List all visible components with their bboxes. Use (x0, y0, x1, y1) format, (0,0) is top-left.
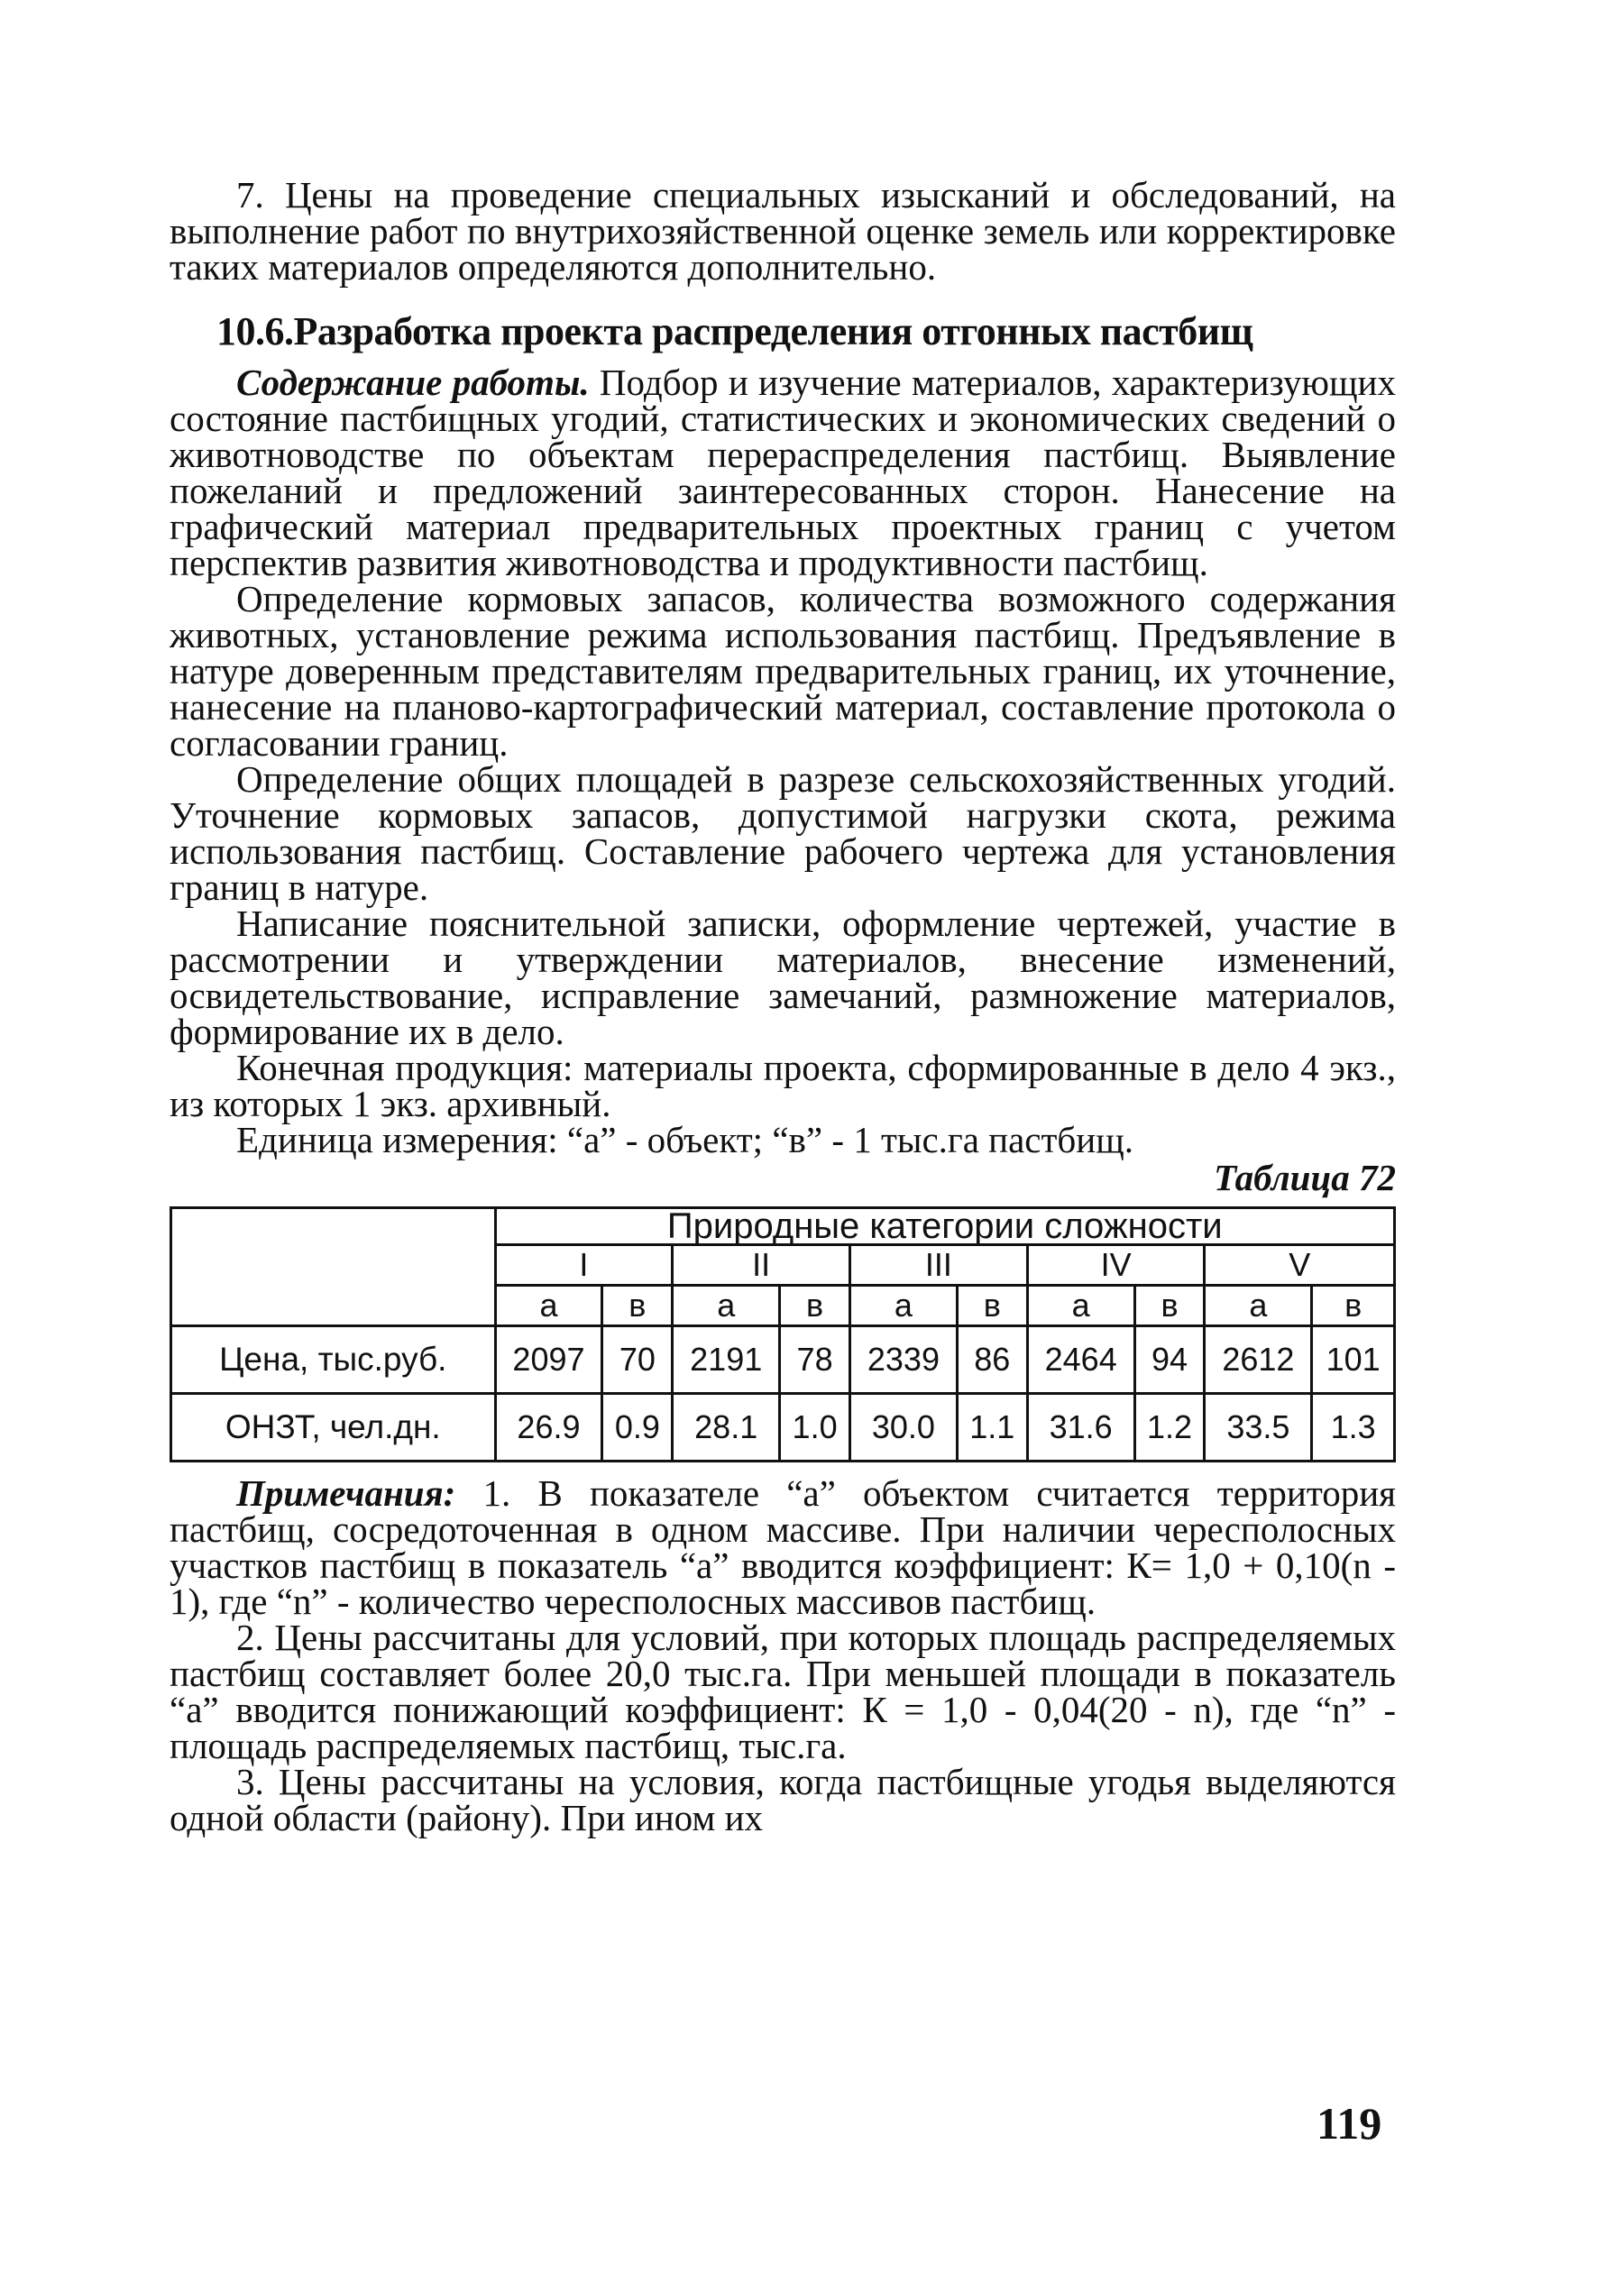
table-cell: 70 (602, 1326, 673, 1394)
table-row-price (171, 1326, 1395, 1394)
table-cell: 30.0 (850, 1394, 958, 1462)
table-cell: 2191 (673, 1326, 780, 1394)
paragraph-4: Написание пояснительной записки, оформление чертежей, участие в рассмотрении и утверждении материалов, внесение изменений, освидетельствование, исправление замечаний, размножение материалов, формирование их в дело. (170, 903, 1396, 1052)
category-header: Природные категории сложности (495, 1208, 1394, 1245)
page-body (170, 174, 1397, 1838)
table-cell: 1.1 (957, 1394, 1027, 1462)
table-cell: 31.6 (1027, 1394, 1134, 1462)
subheader: в (1312, 1286, 1395, 1326)
subheader: в (1134, 1286, 1205, 1326)
section-heading: 10.6.Разработка проекта распределения отгонных пастбищ (216, 309, 1253, 353)
paragraph-2: Определение кормовых запасов, количества возможного содержания животных, установление режима использования пастбищ. Предъявление в натуре доверенным представителям предварительных границ, их уточнение, нанесение на планово-картографический материал, составление протокола о согласовании границ. (170, 578, 1396, 764)
note-1 (170, 1472, 1397, 1622)
paragraph-3: Определение общих площадей в разрезе сельскохозяйственных угодий. Уточнение кормовых запасов, допустимой нагрузки скота, режима использования пастбищ. Составление рабочего чертежа для установления границ в натуре. (170, 758, 1396, 908)
table-cell: 1.0 (780, 1394, 850, 1462)
category-IV: IV (1027, 1245, 1205, 1286)
final-product-paragraph: Конечная продукция: материалы проекта, сформированные в дело 4 экз., из которых 1 экз. архивный. (170, 1047, 1396, 1124)
note-3: 3. Цены рассчитаны на условия, когда пастбищные угодья выделяются одной области (району). При ином их (170, 1761, 1396, 1838)
category-III: III (850, 1245, 1028, 1286)
table-cell: 78 (780, 1326, 850, 1394)
row-label-price: Цена, тыс.руб. (171, 1326, 496, 1394)
table-cell: 2097 (495, 1326, 602, 1394)
intro-paragraph: 7. Цены на проведение специальных изысканий и обследований, на выполнение работ по внутрихозяйственной оценке земель или корректировке таких материалов определяются дополнительно. (170, 174, 1396, 288)
table-cell: 1.3 (1312, 1394, 1395, 1462)
category-V: V (1205, 1245, 1395, 1286)
note-2: 2. Цены рассчитаны для условий, при которых площадь распределяемых пастбищ составляет более 20,0 тыс.га. При меньшей площади в показатель “а” вводится понижающий коэффициент: К = 1,0 - 0,04(20 - n), где “n” - площадь распределяемых пастбищ, тыс.га. (170, 1617, 1396, 1766)
category-I: I (495, 1245, 673, 1286)
table-row-labor (171, 1394, 1395, 1462)
table-cell: 101 (1312, 1326, 1395, 1394)
subheader: а (673, 1286, 780, 1326)
table-cell: 86 (957, 1326, 1027, 1394)
paragraph-1-text: Подбор и изучение материалов, характеризующих состояние пастбищных угодий, статистических и экономических сведений о животноводстве по объектам перераспределения пастбищ. Выявление пожеланий и предложений заинтересованных сторон. Нанесение на графический материал предварительных проектных границ с учетом перспектив развития животноводства и продуктивности пастбищ. (170, 362, 1396, 583)
table-cell: 2464 (1027, 1326, 1134, 1394)
category-II: II (673, 1245, 850, 1286)
table-corner-cell (171, 1208, 496, 1326)
table-label: Таблица 72 (1214, 1157, 1396, 1198)
work-content-label: Содержание работы. (236, 362, 590, 403)
subheader: а (1027, 1286, 1134, 1326)
row-label-labor: ОНЗТ, чел.дн. (171, 1394, 496, 1462)
table-cell: 94 (1134, 1326, 1205, 1394)
notes-label: Примечания: (236, 1472, 456, 1514)
table-cell: 28.1 (673, 1394, 780, 1462)
page-number: 119 (1317, 2098, 1382, 2149)
note-1-text: 1. В показателе “а” объектом считается территория пастбищ, сосредоточенная в одном массиве. При наличии чересполосных участков пастбищ в показатель “а” вводится коэффициент: К= 1,0 + 0,10(n - 1), где “n” - количество чересполосных массивов пастбищ. (170, 1472, 1397, 1622)
table-cell: 2339 (850, 1326, 958, 1394)
table-cell: 26.9 (495, 1394, 602, 1462)
price-table (170, 1206, 1396, 1462)
subheader: а (850, 1286, 958, 1326)
table-cell: 1.2 (1134, 1394, 1205, 1462)
table-cell: 2612 (1205, 1326, 1312, 1394)
table-header-row-categories (171, 1208, 1395, 1245)
subheader: в (602, 1286, 673, 1326)
table-cell: 33.5 (1205, 1394, 1312, 1462)
subheader: в (780, 1286, 850, 1326)
subheader: а (1205, 1286, 1312, 1326)
table-cell: 0.9 (602, 1394, 673, 1462)
work-content-paragraph (170, 364, 1396, 581)
unit-line: Единица измерения: “а” - объект; “в” - 1 тыс.га пастбищ. (236, 1119, 1134, 1160)
subheader: в (957, 1286, 1027, 1326)
notes-section (170, 1472, 1397, 1838)
subheader: а (495, 1286, 602, 1326)
